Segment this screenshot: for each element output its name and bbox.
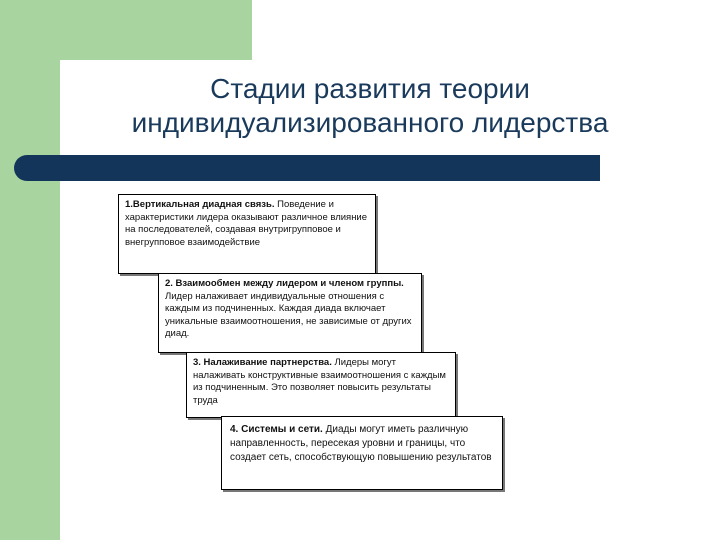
stage-1-heading: 1.Вертикальная диадная связь. bbox=[125, 199, 275, 210]
title-line-1: Стадии развития теории bbox=[210, 73, 530, 104]
top-green-block bbox=[0, 0, 252, 60]
stage-2-text: Лидер налаживает индивидуальные отношения с каждым из подчиненных. Каждая диада включает уникальные взаимоотношения, не зависимые от других диад. bbox=[165, 290, 412, 339]
stage-4-heading: 4. Системы и сети. bbox=[230, 424, 323, 435]
left-green-band bbox=[0, 0, 60, 540]
stage-box-1 bbox=[118, 194, 376, 274]
stage-1-text: Поведение и характеристики лидера оказывают различное влияние на последователей, создавая внутригрупповое и внегрупповое взаимодействие bbox=[125, 199, 368, 248]
stage-3-text: Лидеры могут налаживать конструктивные взаимоотношения с каждым из подчиненным. Это позволяет повысить результаты труда bbox=[193, 357, 446, 406]
stage-box-2 bbox=[158, 273, 422, 353]
title-line-2: индивидуализированного лидерства bbox=[131, 107, 609, 138]
stage-3-heading: 3. Налаживание партнерства. bbox=[193, 357, 332, 368]
stage-box-3 bbox=[186, 352, 456, 418]
stage-box-4 bbox=[221, 416, 503, 490]
stage-2-heading: 2. Взаимообмен между лидером и членом группы. bbox=[165, 278, 404, 289]
stage-4-text: Диады могут иметь различную направленность, пересекая уровни и границы, что создает сеть, способствующую повышению результатов bbox=[230, 424, 492, 463]
slide-title bbox=[60, 72, 680, 140]
title-underline-bar bbox=[14, 155, 600, 181]
